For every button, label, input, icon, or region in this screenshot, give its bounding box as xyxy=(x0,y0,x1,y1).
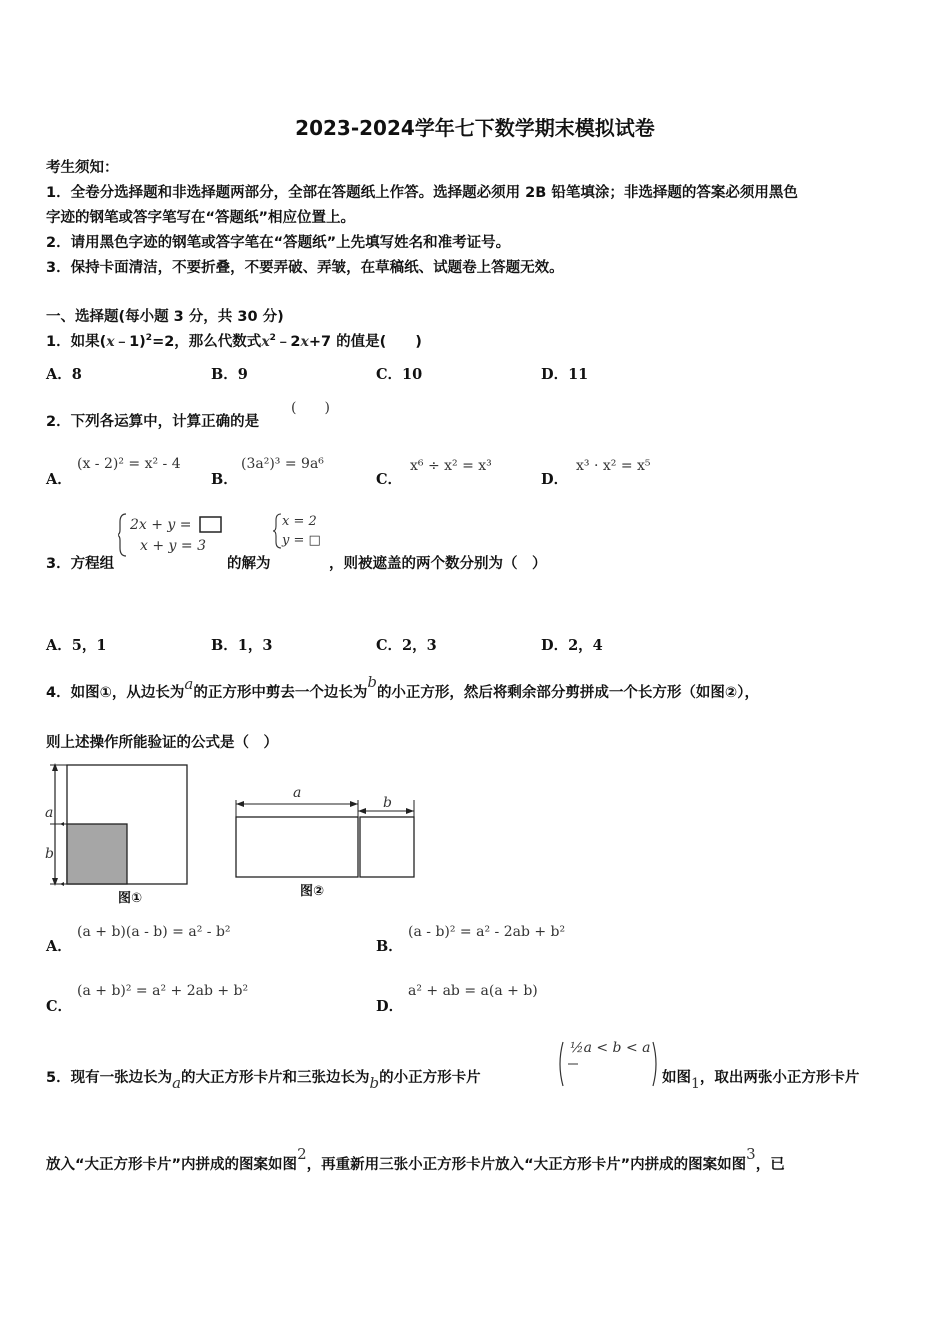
question-1-stem: 1．如果(x﹣1)$^2$=2，那么代数式$x^2﹣2x+7$ 的值是( ) xyxy=(46,333,422,350)
q2-option-c-label[interactable]: C． xyxy=(376,471,403,488)
figure-1-caption: 图① xyxy=(118,891,143,906)
q4-option-b-label[interactable]: B． xyxy=(376,938,403,955)
q4-option-a-expr[interactable]: (a + b)(a - b) = a² - b² xyxy=(77,924,231,940)
question-3-stem-a: 3．方程组 xyxy=(46,556,115,572)
notice-line-1b: 字迹的钢笔或答字笔写在“答题纸”相应位置上。 xyxy=(46,210,356,226)
q3-system-eq2: x + y = 3 xyxy=(140,538,206,554)
notice-heading: 考生须知： xyxy=(46,160,119,176)
q1-option-d[interactable]: D．11 xyxy=(541,366,589,383)
q1-option-b[interactable]: B．9 xyxy=(211,366,248,383)
page-title: 2023-2024学年七下数学期末模拟试卷 xyxy=(295,116,655,140)
q4-option-d-label[interactable]: D． xyxy=(376,998,404,1015)
q1-option-a[interactable]: A．8 xyxy=(46,366,82,383)
q3-option-d[interactable]: D．2，4 xyxy=(541,637,603,654)
question-5-stem-line1a: 5．现有一张边长为a的大正方形卡片和三张边长为b的小正方形卡片 xyxy=(46,1070,481,1092)
q4-option-c-expr[interactable]: (a + b)² = a² + 2ab + b² xyxy=(77,983,249,999)
question-4-stem-line1: 4．如图①，从边长为a的正方形中剪去一个边长为b的小正方形，然后将剩余部分剪拼成一个长方形（如图②）， xyxy=(46,673,759,701)
q2-option-a-expr[interactable]: (x - 2)² = x² - 4 xyxy=(77,456,181,472)
q3-system-eq1: 2x + y = xyxy=(130,517,192,533)
question-4-stem-line2: 则上述操作所能验证的公式是（ ） xyxy=(46,735,278,751)
q3-option-a[interactable]: A．5，1 xyxy=(46,637,107,654)
q3-option-b[interactable]: B．1，3 xyxy=(211,637,273,654)
question-3-stem-c: ，则被遮盖的两个数分别为（ ） xyxy=(329,556,547,572)
q2-option-b-expr[interactable]: (3a²)³ = 9a⁶ xyxy=(241,456,324,472)
figure-2-label-b: b xyxy=(383,795,392,811)
q4-option-b-expr[interactable]: (a - b)² = a² - 2ab + b² xyxy=(408,924,566,940)
figure-1-label-b: b xyxy=(45,846,54,862)
figure-2 xyxy=(225,785,425,885)
q2-option-a-label[interactable]: A． xyxy=(46,471,72,488)
hidden-box xyxy=(200,517,221,532)
q4-option-a-label[interactable]: A． xyxy=(46,938,72,955)
q3-solution-2: y = □ xyxy=(282,533,321,548)
q5-condition: ½a < b < a xyxy=(570,1040,651,1056)
notice-line-2: 2．请用黑色字迹的钢笔或答字笔在“答题纸”上先填写姓名和准考证号。 xyxy=(46,235,511,251)
q1-option-c[interactable]: C．10 xyxy=(376,366,423,383)
notice-line-3: 3．保持卡面清洁，不要折叠，不要弄破、弄皱，在草稿纸、试题卷上答题无效。 xyxy=(46,260,564,276)
section-heading: 一、选择题(每小题 3 分，共 30 分) xyxy=(46,309,284,325)
q2-option-d-label[interactable]: D． xyxy=(541,471,569,488)
question-5-stem-line2: 放入“大正方形卡片”内拼成的图案如图2，再重新用三张小正方形卡片放入“大正方形卡片”内拼成的图案如图3，已 xyxy=(46,1145,785,1173)
question-2-stem: 2．下列各运算中，计算正确的是 xyxy=(46,414,260,430)
figure-1-label-a: a xyxy=(45,805,54,821)
q3-option-c[interactable]: C．2，3 xyxy=(376,637,437,654)
question-3-stem-b: 的解为 xyxy=(227,556,271,572)
notice-line-1a: 1．全卷分选择题和非选择题两部分，全部在答题纸上作答。选择题必须用 2B 铅笔填涂；非选择题的答案必须用黑色 xyxy=(46,185,798,201)
figure-2-label-a: a xyxy=(293,785,302,801)
question-5-stem-line1b: 如图1，取出两张小正方形卡片 xyxy=(662,1070,860,1092)
q2-option-c-expr[interactable]: x⁶ ÷ x² = x³ xyxy=(410,458,492,474)
figure-2-caption: 图② xyxy=(300,884,325,899)
q2-option-d-expr[interactable]: x³ · x² = x⁵ xyxy=(576,458,651,474)
question-2-paren: ( ) xyxy=(291,400,330,416)
q4-option-d-expr[interactable]: a² + ab = a(a + b) xyxy=(408,983,538,999)
q2-option-b-label[interactable]: B． xyxy=(211,471,238,488)
q3-solution-1: x = 2 xyxy=(282,514,317,529)
q4-option-c-label[interactable]: C． xyxy=(46,998,73,1015)
